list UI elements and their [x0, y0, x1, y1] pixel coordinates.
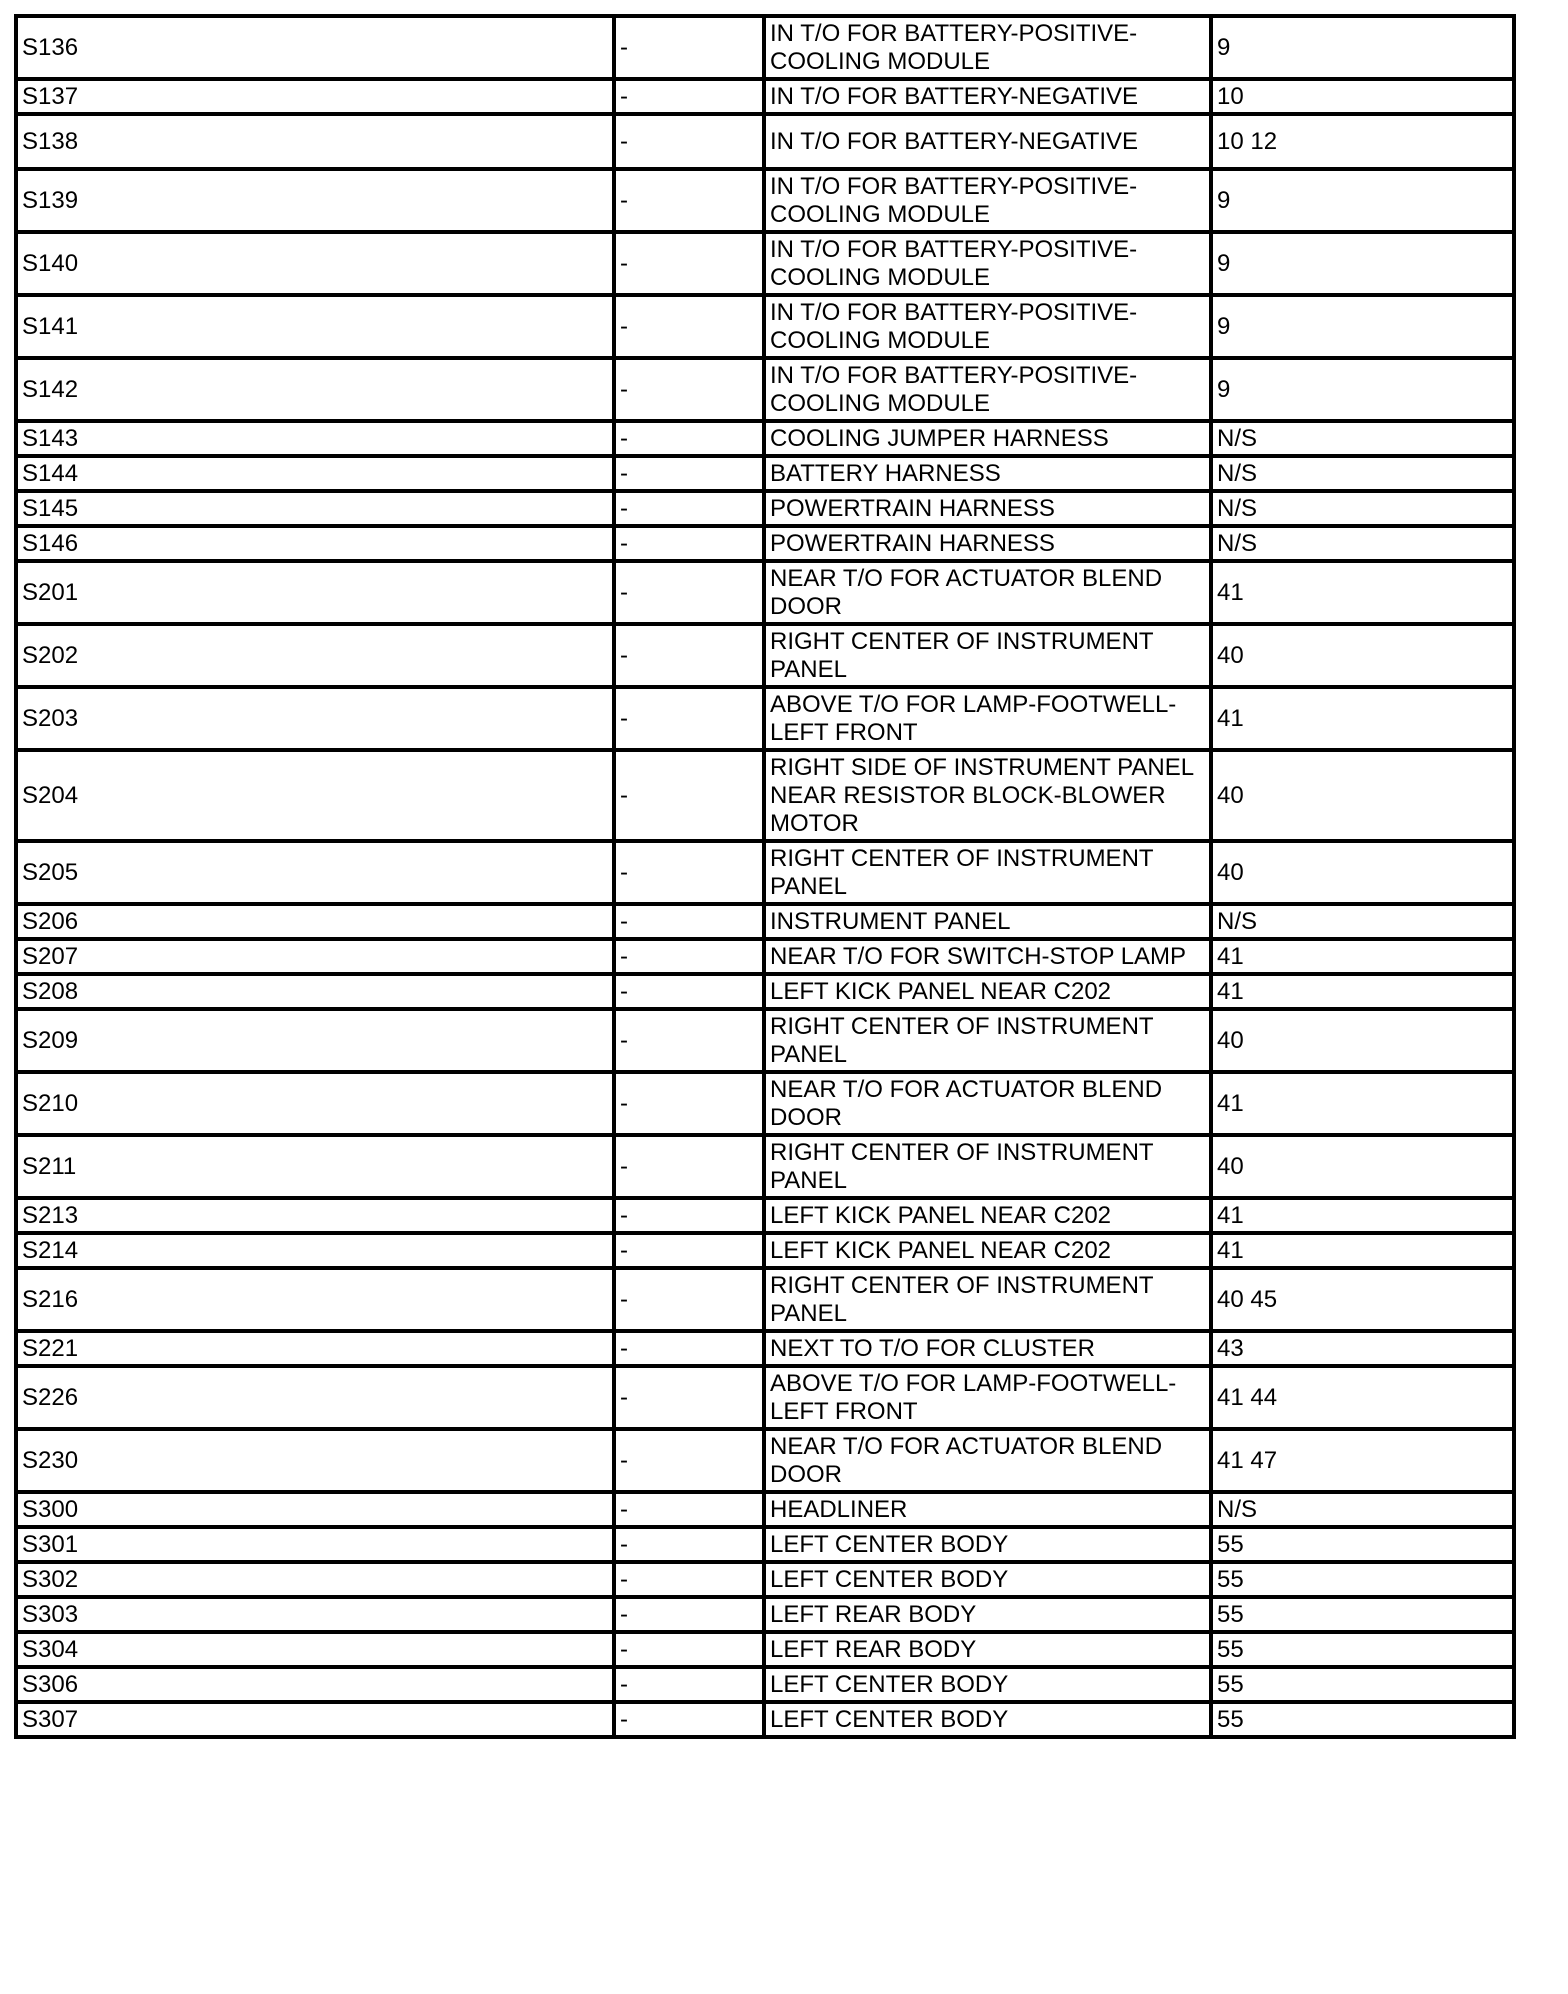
table-row [16, 1233, 1514, 1268]
location-cell: BATTERY HARNESS [764, 456, 1211, 491]
table-row [16, 1702, 1514, 1737]
component-cell: - [614, 491, 764, 526]
table-row [16, 974, 1514, 1009]
component-cell: - [614, 1198, 764, 1233]
table-row [16, 1268, 1514, 1331]
component-cell: - [614, 1135, 764, 1198]
page-ref-cell: 9 [1211, 232, 1514, 295]
location-cell: COOLING JUMPER HARNESS [764, 421, 1211, 456]
table-row [16, 904, 1514, 939]
page-ref-cell: 9 [1211, 169, 1514, 232]
table-row [16, 624, 1514, 687]
splice-id-cell: S140 [16, 232, 614, 295]
location-cell: NEXT TO T/O FOR CLUSTER [764, 1331, 1211, 1366]
page-ref-cell: 41 [1211, 939, 1514, 974]
location-cell: LEFT CENTER BODY [764, 1702, 1211, 1737]
splice-id-cell: S216 [16, 1268, 614, 1331]
page-ref-cell: N/S [1211, 1492, 1514, 1527]
location-cell: LEFT REAR BODY [764, 1632, 1211, 1667]
component-cell: - [614, 750, 764, 841]
page-ref-cell: 55 [1211, 1667, 1514, 1702]
component-cell: - [614, 1366, 764, 1429]
page-ref-cell: 40 [1211, 624, 1514, 687]
table-body [16, 16, 1514, 1737]
location-cell: LEFT KICK PANEL NEAR C202 [764, 1198, 1211, 1233]
splice-id-cell: S226 [16, 1366, 614, 1429]
page-ref-cell: 10 [1211, 79, 1514, 114]
component-cell: - [614, 526, 764, 561]
table-row [16, 295, 1514, 358]
component-cell: - [614, 974, 764, 1009]
location-cell: ABOVE T/O FOR LAMP-FOOTWELL-LEFT FRONT [764, 1366, 1211, 1429]
location-cell: RIGHT CENTER OF INSTRUMENT PANEL [764, 1135, 1211, 1198]
table-row [16, 1527, 1514, 1562]
splice-id-cell: S208 [16, 974, 614, 1009]
component-cell: - [614, 1331, 764, 1366]
component-cell: - [614, 1632, 764, 1667]
table-row [16, 114, 1514, 169]
component-cell: - [614, 1492, 764, 1527]
table-row [16, 169, 1514, 232]
location-cell: IN T/O FOR BATTERY-POSITIVE-COOLING MODULE [764, 358, 1211, 421]
page-ref-cell: 41 [1211, 1233, 1514, 1268]
splice-location-table [14, 14, 1516, 1739]
component-cell: - [614, 1009, 764, 1072]
component-cell: - [614, 561, 764, 624]
splice-id-cell: S201 [16, 561, 614, 624]
component-cell: - [614, 939, 764, 974]
page-ref-cell: 43 [1211, 1331, 1514, 1366]
table-row [16, 1492, 1514, 1527]
table-row [16, 1366, 1514, 1429]
table-row [16, 1009, 1514, 1072]
page-ref-cell: N/S [1211, 904, 1514, 939]
page-ref-cell: 55 [1211, 1562, 1514, 1597]
table-row [16, 1632, 1514, 1667]
table-row [16, 232, 1514, 295]
table-row [16, 1562, 1514, 1597]
component-cell: - [614, 624, 764, 687]
splice-id-cell: S304 [16, 1632, 614, 1667]
location-cell: ABOVE T/O FOR LAMP-FOOTWELL-LEFT FRONT [764, 687, 1211, 750]
splice-id-cell: S205 [16, 841, 614, 904]
splice-id-cell: S137 [16, 79, 614, 114]
location-cell: NEAR T/O FOR ACTUATOR BLEND DOOR [764, 561, 1211, 624]
table-row [16, 1429, 1514, 1492]
splice-id-cell: S203 [16, 687, 614, 750]
page-ref-cell: N/S [1211, 526, 1514, 561]
location-cell: POWERTRAIN HARNESS [764, 526, 1211, 561]
splice-id-cell: S145 [16, 491, 614, 526]
location-cell: LEFT CENTER BODY [764, 1667, 1211, 1702]
splice-id-cell: S230 [16, 1429, 614, 1492]
splice-id-cell: S146 [16, 526, 614, 561]
location-cell: LEFT REAR BODY [764, 1597, 1211, 1632]
table-row [16, 358, 1514, 421]
page-ref-cell: 40 [1211, 1135, 1514, 1198]
component-cell: - [614, 1597, 764, 1632]
splice-id-cell: S138 [16, 114, 614, 169]
location-cell: RIGHT CENTER OF INSTRUMENT PANEL [764, 841, 1211, 904]
component-cell: - [614, 1268, 764, 1331]
location-cell: LEFT KICK PANEL NEAR C202 [764, 974, 1211, 1009]
page-ref-cell: 9 [1211, 16, 1514, 79]
page-ref-cell: 9 [1211, 295, 1514, 358]
component-cell: - [614, 1527, 764, 1562]
location-cell: LEFT CENTER BODY [764, 1527, 1211, 1562]
splice-location-table-container [14, 14, 1516, 1739]
component-cell: - [614, 114, 764, 169]
location-cell: LEFT CENTER BODY [764, 1562, 1211, 1597]
splice-id-cell: S301 [16, 1527, 614, 1562]
component-cell: - [614, 169, 764, 232]
location-cell: RIGHT CENTER OF INSTRUMENT PANEL [764, 624, 1211, 687]
page-ref-cell: 10 12 [1211, 114, 1514, 169]
page-ref-cell: N/S [1211, 456, 1514, 491]
splice-id-cell: S221 [16, 1331, 614, 1366]
splice-id-cell: S302 [16, 1562, 614, 1597]
page-ref-cell: 55 [1211, 1702, 1514, 1737]
component-cell: - [614, 16, 764, 79]
table-row [16, 841, 1514, 904]
location-cell: IN T/O FOR BATTERY-NEGATIVE [764, 79, 1211, 114]
component-cell: - [614, 1072, 764, 1135]
component-cell: - [614, 79, 764, 114]
component-cell: - [614, 358, 764, 421]
table-row [16, 1135, 1514, 1198]
page-ref-cell: 40 [1211, 750, 1514, 841]
splice-id-cell: S300 [16, 1492, 614, 1527]
splice-id-cell: S307 [16, 1702, 614, 1737]
page-ref-cell: 41 [1211, 1072, 1514, 1135]
component-cell: - [614, 1429, 764, 1492]
splice-id-cell: S214 [16, 1233, 614, 1268]
splice-id-cell: S139 [16, 169, 614, 232]
location-cell: NEAR T/O FOR SWITCH-STOP LAMP [764, 939, 1211, 974]
splice-id-cell: S141 [16, 295, 614, 358]
component-cell: - [614, 421, 764, 456]
component-cell: - [614, 687, 764, 750]
location-cell: RIGHT CENTER OF INSTRUMENT PANEL [764, 1268, 1211, 1331]
component-cell: - [614, 1667, 764, 1702]
table-row [16, 1198, 1514, 1233]
table-row [16, 750, 1514, 841]
splice-id-cell: S143 [16, 421, 614, 456]
table-row [16, 561, 1514, 624]
table-row [16, 1597, 1514, 1632]
page-ref-cell: 55 [1211, 1527, 1514, 1562]
page-ref-cell: 41 [1211, 561, 1514, 624]
component-cell: - [614, 904, 764, 939]
page-ref-cell: 41 [1211, 974, 1514, 1009]
page-ref-cell: N/S [1211, 421, 1514, 456]
component-cell: - [614, 841, 764, 904]
page-ref-cell: 41 47 [1211, 1429, 1514, 1492]
table-row [16, 421, 1514, 456]
page-ref-cell: 55 [1211, 1597, 1514, 1632]
splice-id-cell: S211 [16, 1135, 614, 1198]
page-ref-cell: 41 44 [1211, 1366, 1514, 1429]
table-row [16, 1667, 1514, 1702]
location-cell: IN T/O FOR BATTERY-POSITIVE-COOLING MODULE [764, 232, 1211, 295]
splice-id-cell: S306 [16, 1667, 614, 1702]
splice-id-cell: S204 [16, 750, 614, 841]
table-row [16, 687, 1514, 750]
page-ref-cell: 9 [1211, 358, 1514, 421]
table-row [16, 1072, 1514, 1135]
splice-id-cell: S206 [16, 904, 614, 939]
splice-id-cell: S202 [16, 624, 614, 687]
table-row [16, 16, 1514, 79]
splice-id-cell: S213 [16, 1198, 614, 1233]
splice-id-cell: S207 [16, 939, 614, 974]
location-cell: IN T/O FOR BATTERY-NEGATIVE [764, 114, 1211, 169]
location-cell: INSTRUMENT PANEL [764, 904, 1211, 939]
location-cell: RIGHT SIDE OF INSTRUMENT PANEL NEAR RESISTOR BLOCK-BLOWER MOTOR [764, 750, 1211, 841]
page-ref-cell: 55 [1211, 1632, 1514, 1667]
page-ref-cell: 41 [1211, 687, 1514, 750]
component-cell: - [614, 295, 764, 358]
component-cell: - [614, 1702, 764, 1737]
location-cell: IN T/O FOR BATTERY-POSITIVE-COOLING MODULE [764, 16, 1211, 79]
splice-id-cell: S144 [16, 456, 614, 491]
table-row [16, 939, 1514, 974]
table-row [16, 491, 1514, 526]
table-row [16, 79, 1514, 114]
component-cell: - [614, 232, 764, 295]
splice-id-cell: S209 [16, 1009, 614, 1072]
component-cell: - [614, 1233, 764, 1268]
location-cell: POWERTRAIN HARNESS [764, 491, 1211, 526]
location-cell: HEADLINER [764, 1492, 1211, 1527]
location-cell: RIGHT CENTER OF INSTRUMENT PANEL [764, 1009, 1211, 1072]
location-cell: IN T/O FOR BATTERY-POSITIVE-COOLING MODULE [764, 169, 1211, 232]
component-cell: - [614, 456, 764, 491]
page-ref-cell: 41 [1211, 1198, 1514, 1233]
location-cell: NEAR T/O FOR ACTUATOR BLEND DOOR [764, 1429, 1211, 1492]
table-row [16, 456, 1514, 491]
page-ref-cell: 40 [1211, 841, 1514, 904]
component-cell: - [614, 1562, 764, 1597]
location-cell: LEFT KICK PANEL NEAR C202 [764, 1233, 1211, 1268]
page-ref-cell: 40 [1211, 1009, 1514, 1072]
page-ref-cell: N/S [1211, 491, 1514, 526]
splice-id-cell: S303 [16, 1597, 614, 1632]
splice-id-cell: S142 [16, 358, 614, 421]
location-cell: IN T/O FOR BATTERY-POSITIVE-COOLING MODULE [764, 295, 1211, 358]
table-row [16, 1331, 1514, 1366]
splice-id-cell: S210 [16, 1072, 614, 1135]
page-ref-cell: 40 45 [1211, 1268, 1514, 1331]
location-cell: NEAR T/O FOR ACTUATOR BLEND DOOR [764, 1072, 1211, 1135]
splice-id-cell: S136 [16, 16, 614, 79]
table-row [16, 526, 1514, 561]
